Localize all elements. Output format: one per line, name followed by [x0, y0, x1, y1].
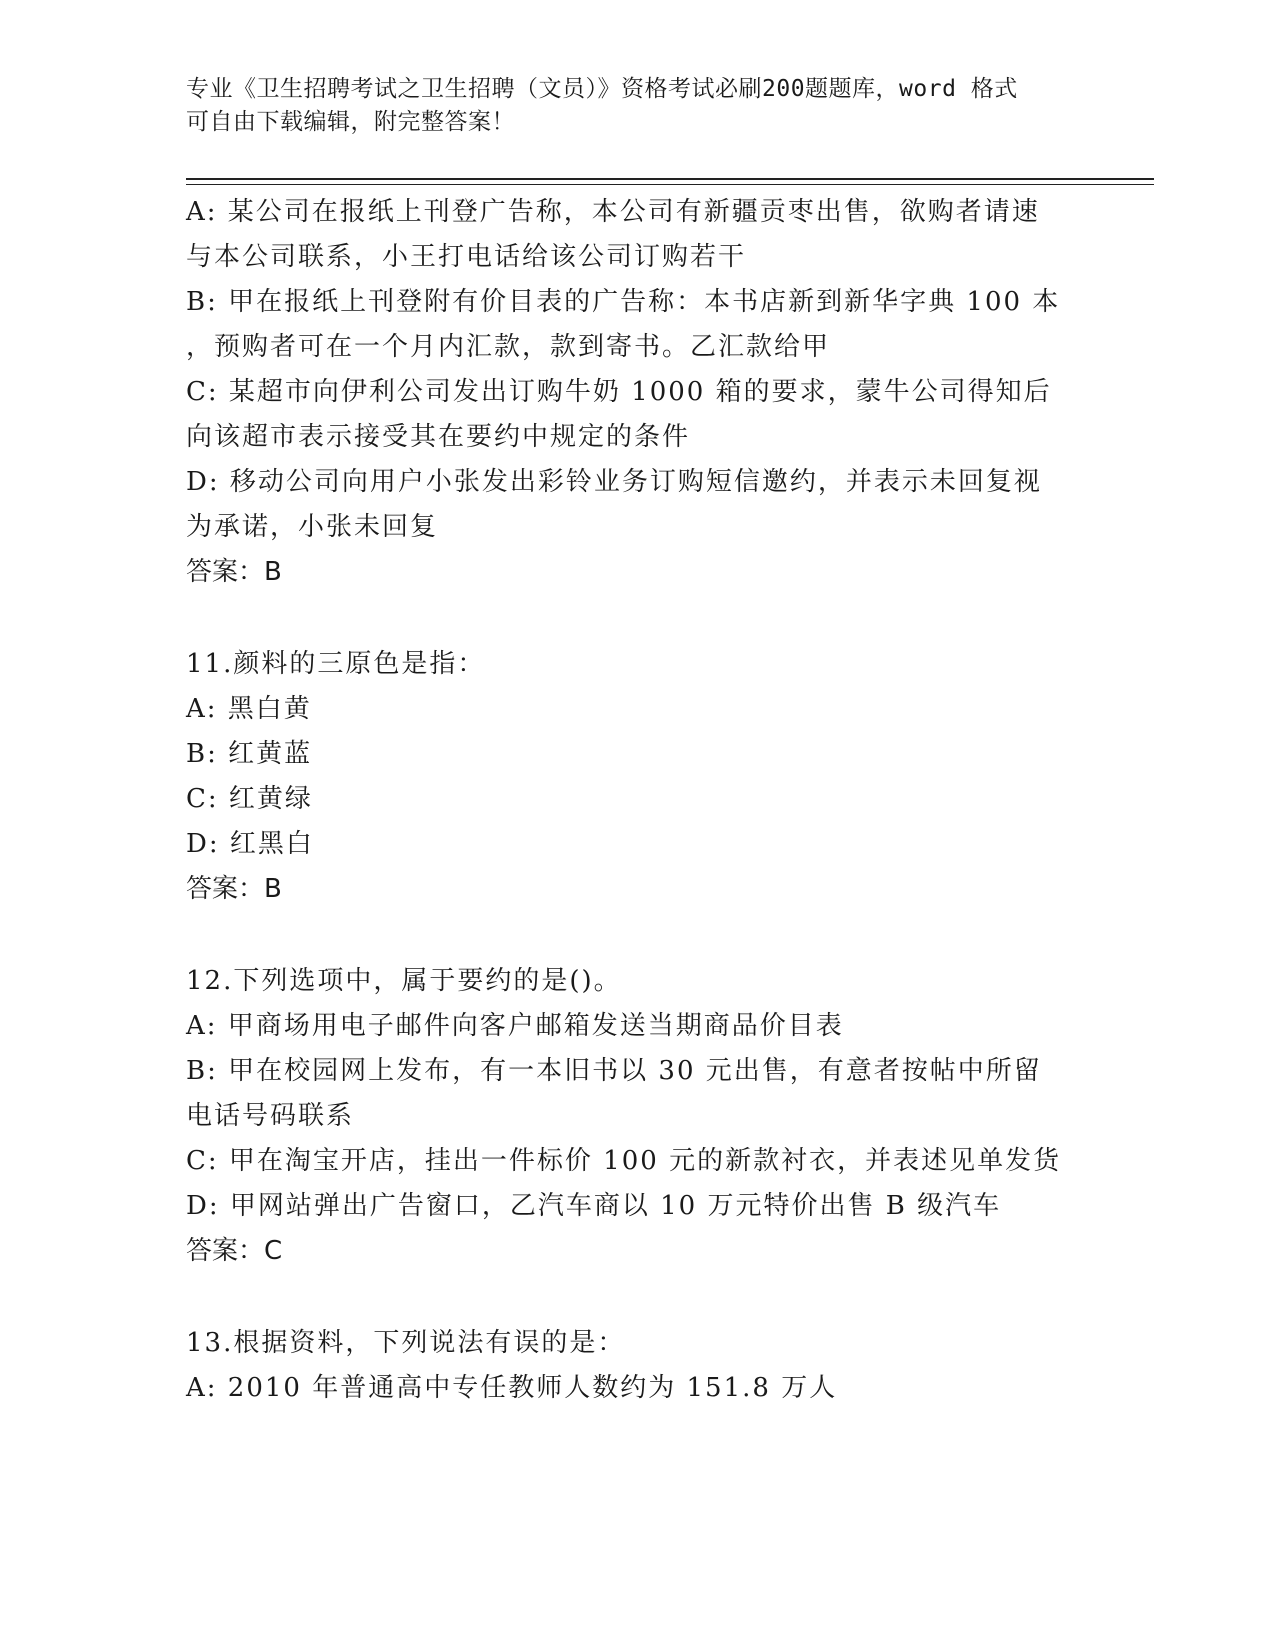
q11-question: 11.颜料的三原色是指：	[186, 649, 486, 679]
q11-answer: 答案：B	[186, 874, 282, 904]
q11-option-b: B: 红黄蓝	[186, 739, 313, 769]
q13-option-a: A: 2010 年普通高中专任教师人数约为 151.8 万人	[186, 1373, 838, 1403]
question-13-block	[186, 1321, 1086, 1411]
q11-option-c: C: 红黄绿	[186, 784, 313, 814]
q13-question: 13.根据资料，下列说法有误的是：	[186, 1328, 626, 1358]
q12-question: 12.下列选项中，属于要约的是()。	[186, 966, 622, 996]
q10-answer: 答案：B	[186, 557, 282, 587]
q12-option-a: A: 甲商场用电子邮件向客户邮箱发送当期商品价目表	[186, 1011, 844, 1041]
q10-option-b-line1: B: 甲在报纸上刊登附有价目表的广告称：本书店新到新华字典 100 本	[186, 287, 1061, 317]
q10-option-d-line2: 为承诺，小张未回复	[186, 512, 439, 542]
q10-option-a-line1: A: 某公司在报纸上刊登广告称，本公司有新疆贡枣出售，欲购者请速	[186, 197, 1040, 227]
header-line-1: 专业《卫生招聘考试之卫生招聘（文员）》资格考试必刷200题题库，word 格式	[186, 76, 1018, 102]
q11-option-a: A: 黑白黄	[186, 694, 312, 724]
q12-option-d: D: 甲网站弹出广告窗口，乙汽车商以 10 万元特价出售 B 级汽车	[186, 1191, 1002, 1221]
q10-option-d-line1: D: 移动公司向用户小张发出彩铃业务订购短信邀约，并表示未回复视	[186, 467, 1042, 497]
header-divider-thin	[186, 184, 1154, 185]
question-10-block	[186, 190, 1086, 595]
q12-option-b-line1: B: 甲在校园网上发布，有一本旧书以 30 元出售，有意者按帖中所留	[186, 1056, 1042, 1086]
header-divider-thick	[186, 178, 1154, 180]
q10-option-b-line2: ，预购者可在一个月内汇款，款到寄书。乙汇款给甲	[186, 332, 831, 362]
q10-option-c-line1: C: 某超市向伊利公司发出订购牛奶 1000 箱的要求，蒙牛公司得知后	[186, 377, 1052, 407]
document-header	[186, 73, 1066, 139]
header-line-2: 可自由下载编辑，附完整答案！	[186, 109, 515, 135]
q12-answer: 答案：C	[186, 1236, 283, 1266]
q12-option-c: C: 甲在淘宝开店，挂出一件标价 100 元的新款衬衣，并表述见单发货	[186, 1146, 1062, 1176]
question-list	[186, 190, 1086, 1411]
q11-option-d: D: 红黑白	[186, 829, 314, 859]
question-12-block	[186, 959, 1086, 1274]
q12-option-b-line2: 电话号码联系	[186, 1101, 355, 1131]
question-11-block	[186, 642, 1086, 912]
q10-option-c-line2: 向该超市表示接受其在要约中规定的条件	[186, 422, 691, 452]
q10-option-a-line2: 与本公司联系，小王打电话给该公司订购若干	[186, 242, 747, 272]
